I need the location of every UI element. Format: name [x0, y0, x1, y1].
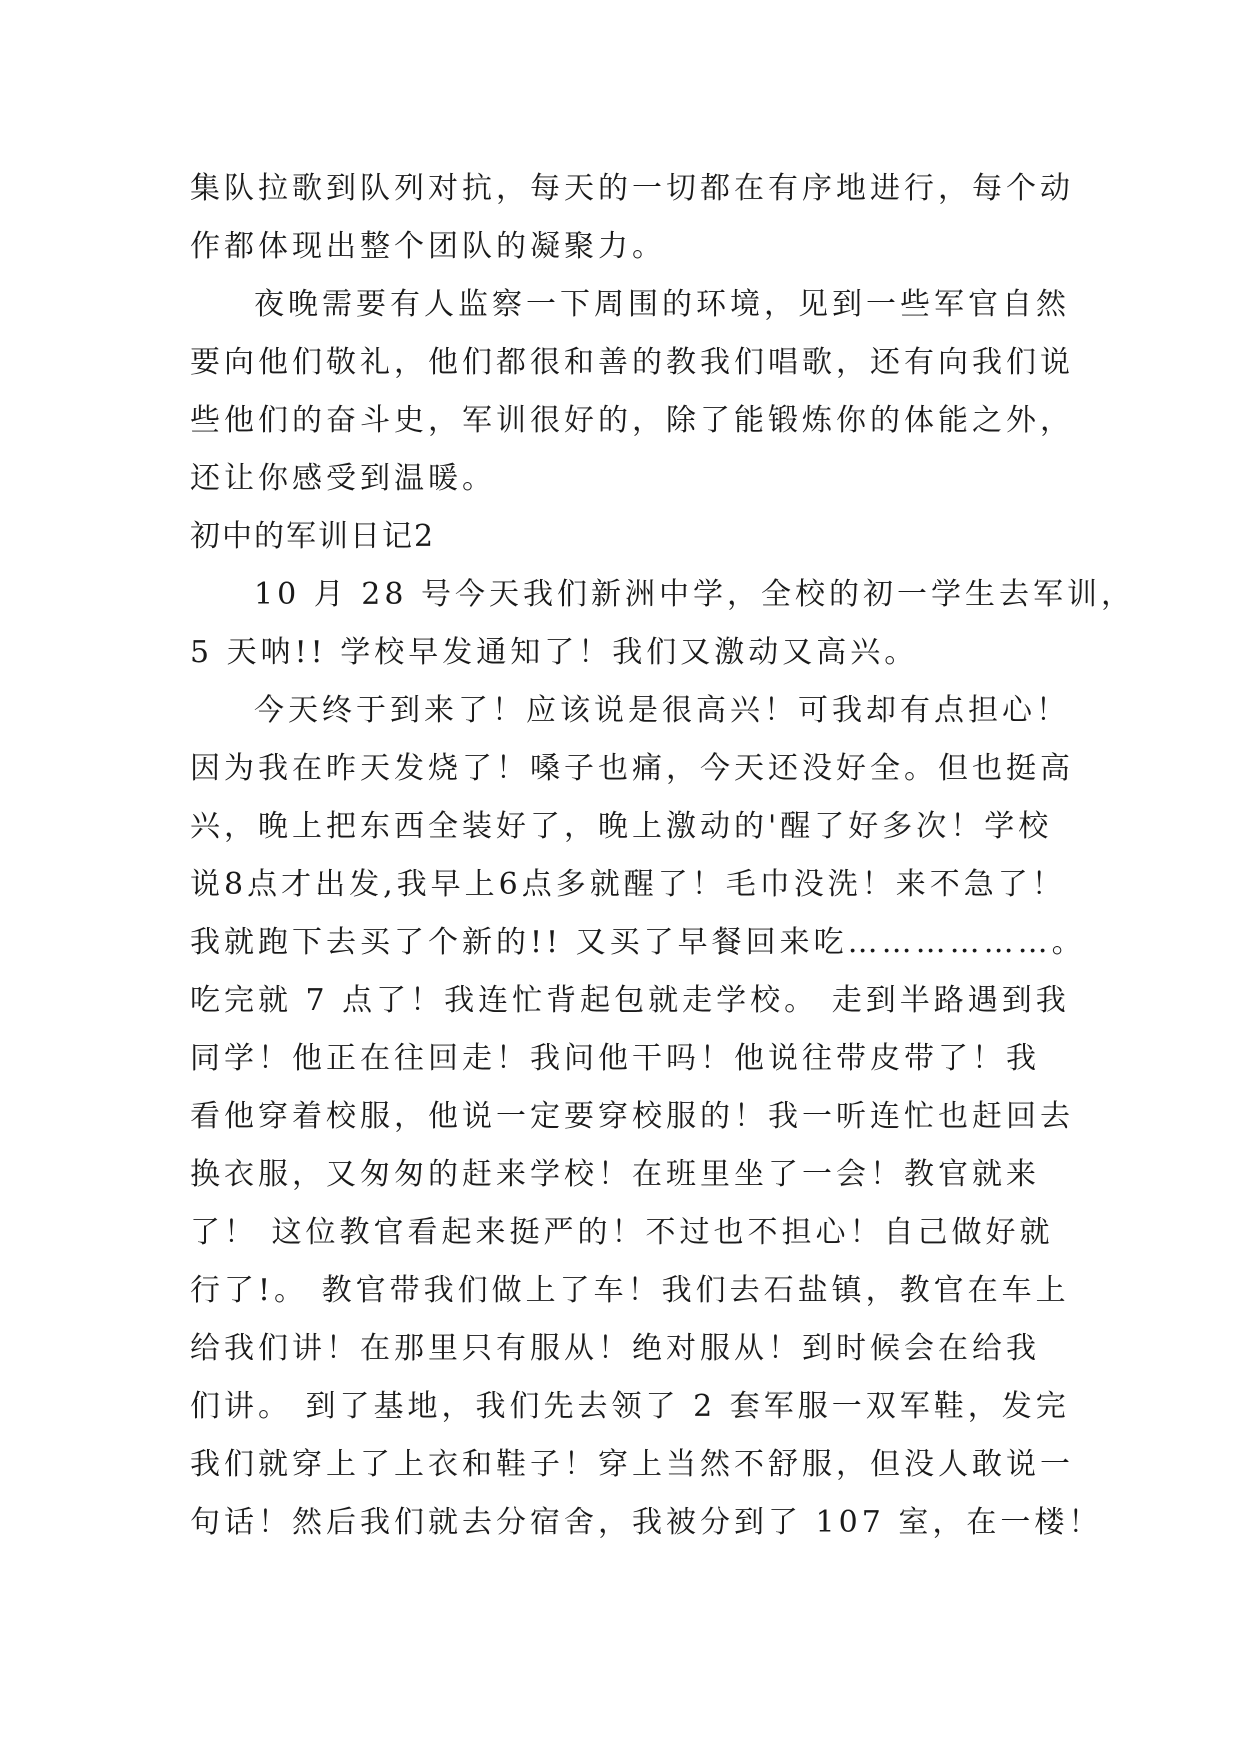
paragraph	[190, 682, 1103, 1552]
text-line: 夜晚需要有人监察一下周围的环境，见到一些军官自然	[254, 287, 1070, 322]
text-line: 了！ 这位教官看起来挺严的！不过也不担心！自己做好就	[190, 1215, 1054, 1250]
text-line: 句话！然后我们就去分宿舍，我被分到了 107 室，在一楼！	[190, 1505, 1103, 1540]
text-line: 10 月 28 号今天我们新洲中学，全校的初一学生去军训，	[254, 577, 1135, 612]
paragraph	[190, 566, 1135, 682]
text-line: 我们就穿上了上衣和鞋子！穿上当然不舒服，但没人敢说一	[190, 1447, 1074, 1482]
text-line: 看他穿着校服，他说一定要穿校服的！我一听连忙也赶回去	[190, 1099, 1074, 1134]
section-heading: 初中的军训日记2	[190, 519, 436, 554]
paragraph	[190, 276, 1074, 508]
text-line: 说8点才出发,我早上6点多就醒了！毛巾没洗！来不急了！	[190, 867, 1066, 902]
text-line: 行了!。 教官带我们做上了车！我们去石盐镇，教官在车上	[190, 1273, 1070, 1308]
text-line: 因为我在昨天发烧了！嗓子也痛，今天还没好全。但也挺高	[190, 751, 1074, 786]
text-line: 我就跑下去买了个新的!! 又买了早餐回来吃………………。	[190, 925, 1086, 960]
text-line: 集队拉歌到队列对抗，每天的一切都在有序地进行，每个动	[190, 171, 1074, 206]
text-line: 兴，晚上把东西全装好了，晚上激动的'醒了好多次！学校	[190, 809, 1053, 844]
text-line: 5 天呐!! 学校早发通知了！我们又激动又高兴。	[190, 635, 919, 670]
text-line: 些他们的奋斗史，军训很好的，除了能锻炼你的体能之外，	[190, 403, 1074, 438]
text-line: 换衣服，又匆匆的赶来学校！在班里坐了一会！教官就来	[190, 1157, 1040, 1192]
text-line: 同学！他正在往回走！我问他干吗！他说往带皮带了！我	[190, 1041, 1040, 1076]
text-line: 作都体现出整个团队的凝聚力。	[190, 229, 666, 264]
text-line: 要向他们敬礼，他们都很和善的教我们唱歌，还有向我们说	[190, 345, 1074, 380]
text-line: 吃完就 7 点了！我连忙背起包就走学校。 走到半路遇到我	[190, 983, 1070, 1018]
paragraph	[190, 160, 1074, 276]
text-line: 给我们讲！在那里只有服从！绝对服从！到时候会在给我	[190, 1331, 1040, 1366]
text-line: 们讲。 到了基地，我们先去领了 2 套军服一双军鞋，发完	[190, 1389, 1070, 1424]
text-line: 今天终于到来了！应该说是很高兴！可我却有点担心！	[254, 693, 1070, 728]
document-body	[190, 160, 1135, 1552]
text-line: 还让你感受到温暖。	[190, 461, 496, 496]
